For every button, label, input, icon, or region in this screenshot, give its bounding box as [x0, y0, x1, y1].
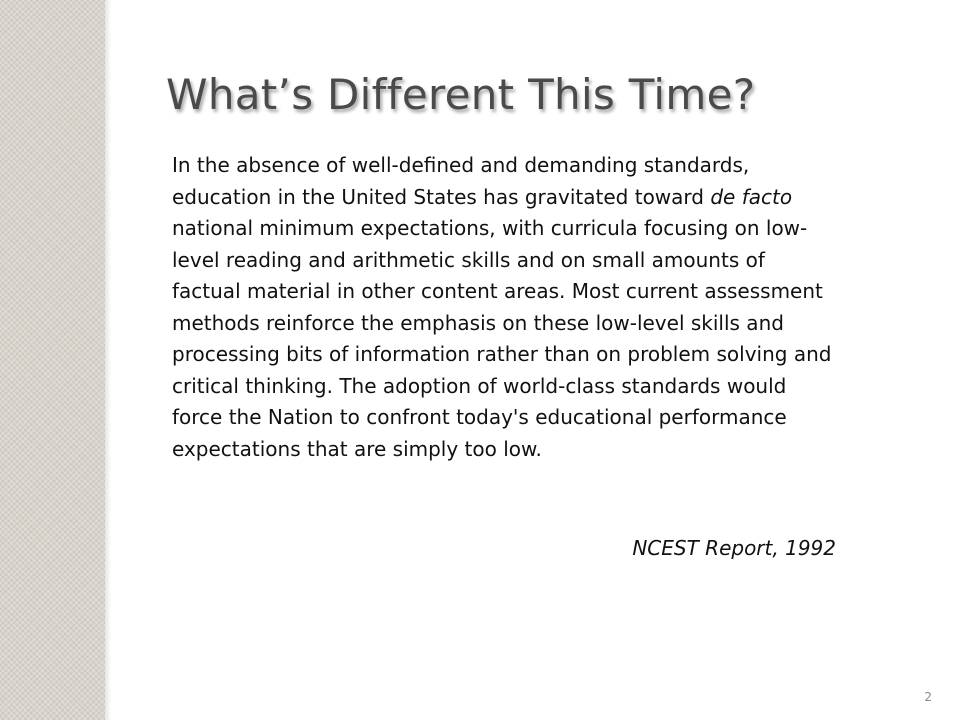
quote-body	[172, 150, 832, 465]
side-band-shadow	[105, 0, 111, 720]
slide-title: What’s Different This Time?	[166, 70, 756, 119]
quote-body-italic-term: de facto	[710, 184, 793, 209]
quote-body-part-2: national minimum expectations, with curricula focusing on low-level reading and arithmetic skills and on small amounts of factual material in other content areas. Most current assessment methods reinforce the emphasis on these low-level skills and processing bits of information rather than on problem solving and critical thinking. The adoption of world-class standards would force the Nation to confront today's educational performance expectations that are simply too low.	[172, 216, 832, 461]
decorative-side-band	[0, 0, 105, 720]
page-number: 2	[924, 690, 932, 704]
quote-citation: NCEST Report, 1992	[632, 536, 836, 560]
quote-body-part-1: In the absence of well-defined and demanding standards, education in the United States has gravitated toward	[172, 153, 750, 209]
